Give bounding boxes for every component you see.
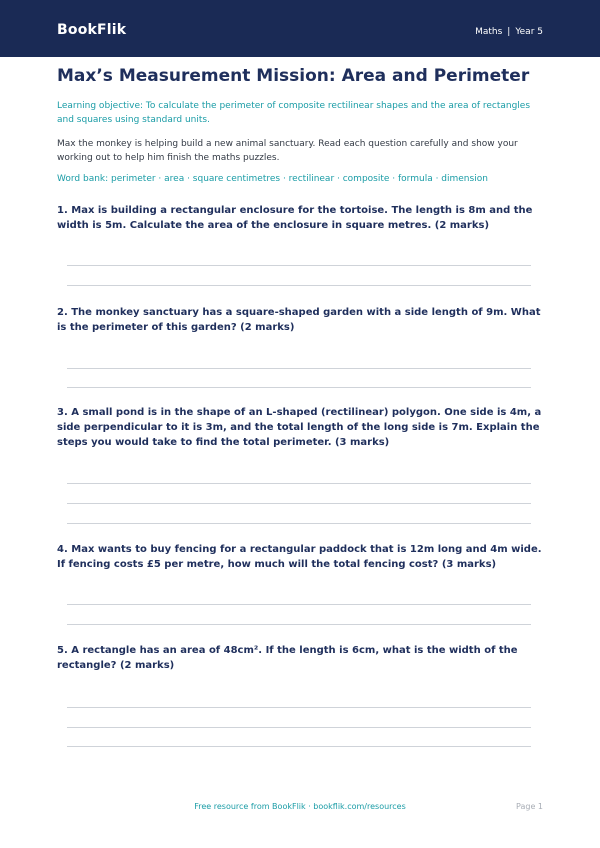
answer-line[interactable] [67,707,531,708]
answer-line[interactable] [67,523,531,524]
year-label: Year 5 [515,27,543,37]
answer-line[interactable] [67,746,531,747]
header-bar [0,0,600,57]
footer-resource-link[interactable]: Free resource from BookFlik · bookflik.com/resources [194,802,406,811]
answer-line[interactable] [67,265,531,266]
answer-line[interactable] [67,727,531,728]
question-3: 3. A small pond is in the shape of an L-shaped (rectilinear) polygon. One side is 4m, a side perpendicular to it is 3m, and the total length of the long side is 7m. Explain the steps you would take to find the total perimeter. (3 marks) [57,407,542,448]
page-number: Page 1 [516,802,543,811]
page-title: Max’s Measurement Mission: Area and Perimeter [57,66,530,86]
question-5: 5. A rectangle has an area of 48cm². If the length is 6cm, what is the width of the rectangle? (2 marks) [57,645,518,671]
answer-line[interactable] [67,368,531,369]
question-1: 1. Max is building a rectangular enclosure for the tortoise. The length is 8m and the width is 5m. Calculate the area of the enclosure in square metres. (2 marks) [57,205,533,231]
learning-objective: Learning objective: To calculate the perimeter of composite rectilinear shapes and the area of rectangles and squares using standard units. [57,101,531,125]
question-4: 4. Max wants to buy fencing for a rectangular paddock that is 12m long and 4m wide. If fencing costs £5 per metre, how much will the total fencing cost? (3 marks) [57,544,542,570]
word-bank: Word bank: perimeter · area · square centimetres · rectilinear · composite · formula · dimension [57,174,488,184]
brand-logo[interactable]: BookFlik [57,22,127,38]
answer-line[interactable] [67,503,531,504]
answer-line[interactable] [67,483,531,484]
answer-line[interactable] [67,624,531,625]
answer-line[interactable] [67,387,531,388]
answer-line[interactable] [67,604,531,605]
subject-label: Maths [475,27,503,37]
intro-text: Max the monkey is helping build a new animal sanctuary. Read each question carefully and show your working out to help him finish the maths puzzles. [57,139,518,163]
answer-line[interactable] [67,285,531,286]
subject-year-label: Maths | Year 5 [475,27,543,37]
question-2: 2. The monkey sanctuary has a square-shaped garden with a side length of 9m. What is the perimeter of this garden? (2 marks) [57,307,541,333]
